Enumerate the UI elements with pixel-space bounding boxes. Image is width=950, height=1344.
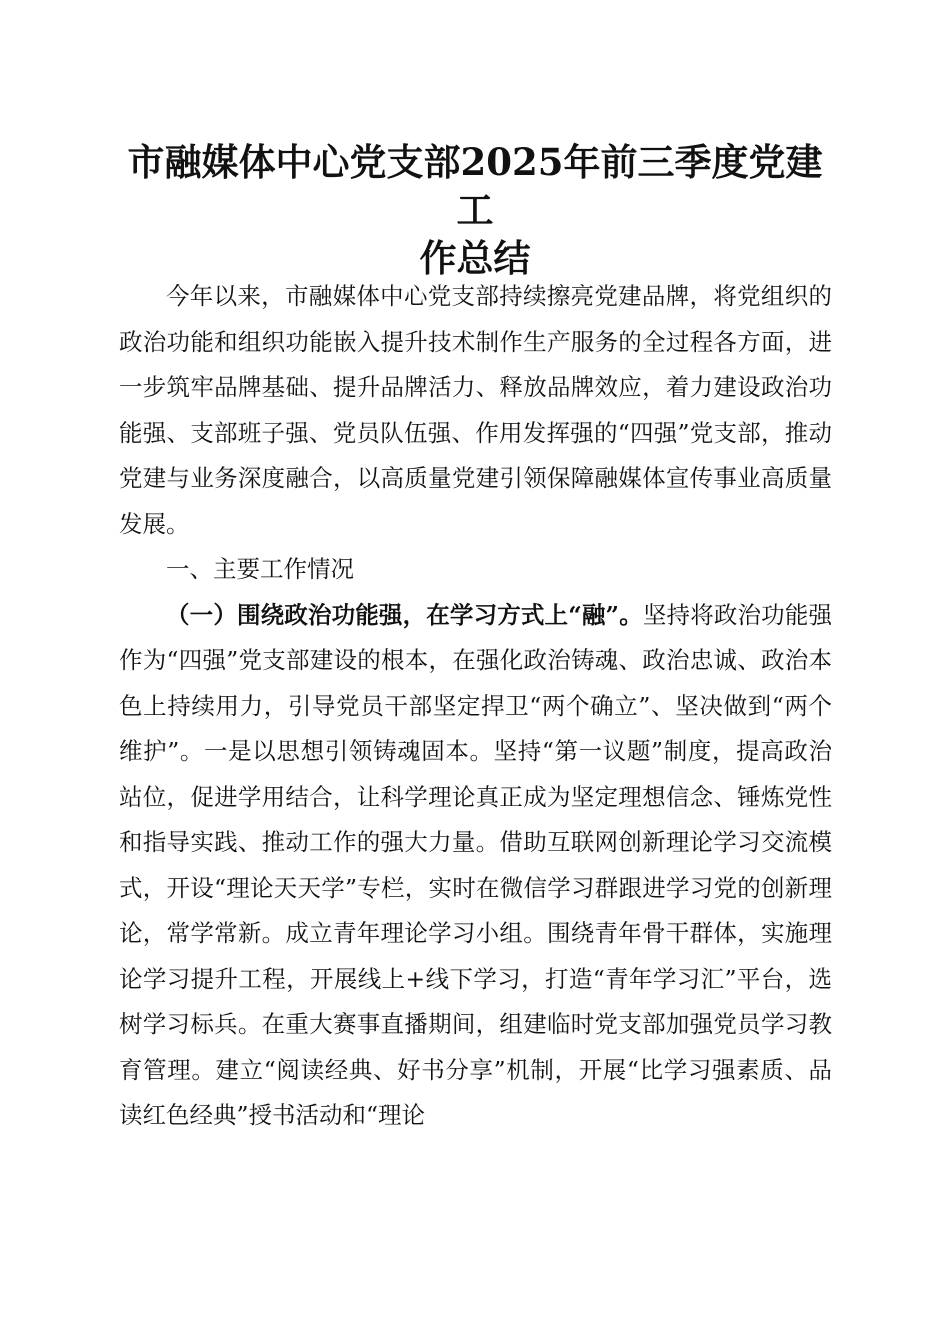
sub-section-paragraph	[119, 593, 832, 1139]
section-heading-main-work: 一、主要工作情况	[166, 555, 354, 583]
intro-paragraph: 今年以来，市融媒体中心党支部持续擦亮党建品牌，将党组织的政治功能和组织功能嵌入提升技术制作生产服务的全过程各方面，进一步筑牢品牌基础、提升品牌活力、释放品牌效应，着力建设政治功能强、支部班子强、党员队伍强、作用发挥强的“四强”党支部，推动党建与业务深度融合，以高质量党建引领保障融媒体宣传事业高质量发展。	[119, 282, 832, 538]
title-line-1: 市融媒体中心党支部2025年前三季度党建工	[127, 140, 823, 232]
title-line-2: 作总结	[419, 236, 531, 280]
sub-section-body: 坚持将政治功能强作为“四强”党支部建设的根本，在强化政治铸魂、政治忠诚、政治本色上持续用力，引导党员干部坚定捍卫“两个确立”、坚决做到“两个维护”。一是以思想引领铸魂固本。坚持“第一议题”制度，提高政治站位，促进学用结合，让科学理论真正成为坚定理想信念、锤炼党性和指导实践、推动工作的强大力量。借助互联网创新理论学习交流模式，开设“理论天天学”专栏，实时在微信学习群跟进学习党的创新理论，常学常新。成立青年理论学习小组。围绕青年骨干群体，实施理论学习提升工程，开展线上+线下学习，打造“青年学习汇”平台，选树学习标兵。在重大赛事直播期间，组建临时党支部加强党员学习教育管理。建立“阅读经典、好书分享”机制，开展“比学习强素质、品读红色经典”授书活动和“理论	[119, 600, 832, 1129]
document-body	[119, 274, 832, 1139]
document-title	[110, 138, 840, 282]
sub-section-heading: （一）围绕政治功能强，在学习方式上“融”。	[166, 600, 643, 629]
